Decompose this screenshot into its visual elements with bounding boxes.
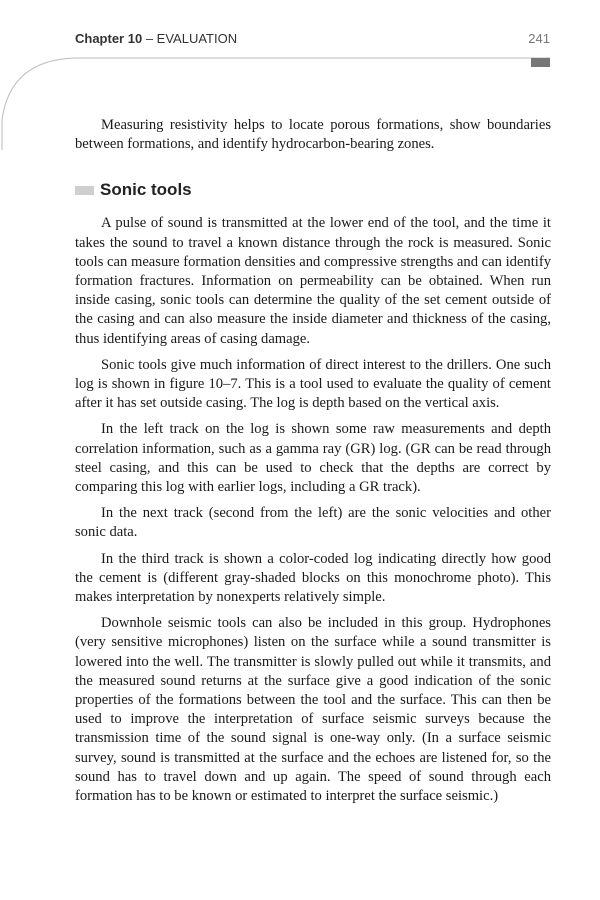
- body-paragraph: Downhole seismic tools can also be included in this group. Hydrophones (very sensitive microphones) listen on the surface while a sound transmitter is lowered into the well. The transmitter is slowly pulled out while it transmits, and the measured sound returns at the surface give a good indication of the sonic properties of the formations between the tool and the surface. This can then be used to improve the interpretation of surface seismic surveys because the transmission time of the sound signal is one-way only. (In a surface seismic survey, sound is transmitted at the surface and the echoes are listened for, so the sound has to travel down and up again. The speed of sound through each formation has to be known or estimated to interpret the surface seismic.): [75, 615, 551, 805]
- body-paragraph: Sonic tools give much information of direct interest to the drillers. One such log is shown in figure 10–7. This is a tool used to evaluate the quality of cement after it has set outside casing. The log is depth based on the vertical axis.: [75, 356, 551, 412]
- page-body: [75, 116, 551, 813]
- body-paragraph: In the third track is shown a color-coded log indicating directly how good the cement is (different gray-shaded blocks on this monochrome photo). This makes interpretation by nonexperts relatively simple.: [75, 550, 551, 606]
- page-number: 241: [528, 31, 550, 46]
- chapter-label: Chapter 10: [75, 31, 143, 46]
- body-paragraph: In the left track on the log is shown some raw measurements and depth correlation information, such as a gamma ray (GR) log. (GR can be read through steel casing, and this can be used to check that the depths are correct by comparing this log with earlier logs, including a GR track).: [75, 421, 551, 496]
- heading-marker-icon: [75, 186, 94, 195]
- chapter-title: EVALUATION: [156, 31, 238, 46]
- body-paragraph: A pulse of sound is transmitted at the lower end of the tool, and the time it takes the sound to travel a known distance through the rock is measured. Sonic tools can measure formation densities and compressive strengths and can identify formation fractures. Information on permeability can be obtained. When run inside casing, sonic tools can determine the quality of the set cement outside of the casing and can also measure the inside diameter and thickness of the casing, thus identifying areas of casing damage.: [75, 215, 551, 347]
- chapter-separator: –: [142, 31, 157, 46]
- page-tab-marker: [531, 58, 550, 67]
- section-title: Sonic tools: [100, 180, 192, 200]
- intro-paragraph: Measuring resistivity helps to locate porous formations, show boundaries between formations, and identify hydrocarbon-bearing zones.: [75, 117, 551, 153]
- body-paragraph: In the next track (second from the left) are the sonic velocities and other sonic data.: [75, 505, 551, 541]
- section-heading: [75, 180, 551, 200]
